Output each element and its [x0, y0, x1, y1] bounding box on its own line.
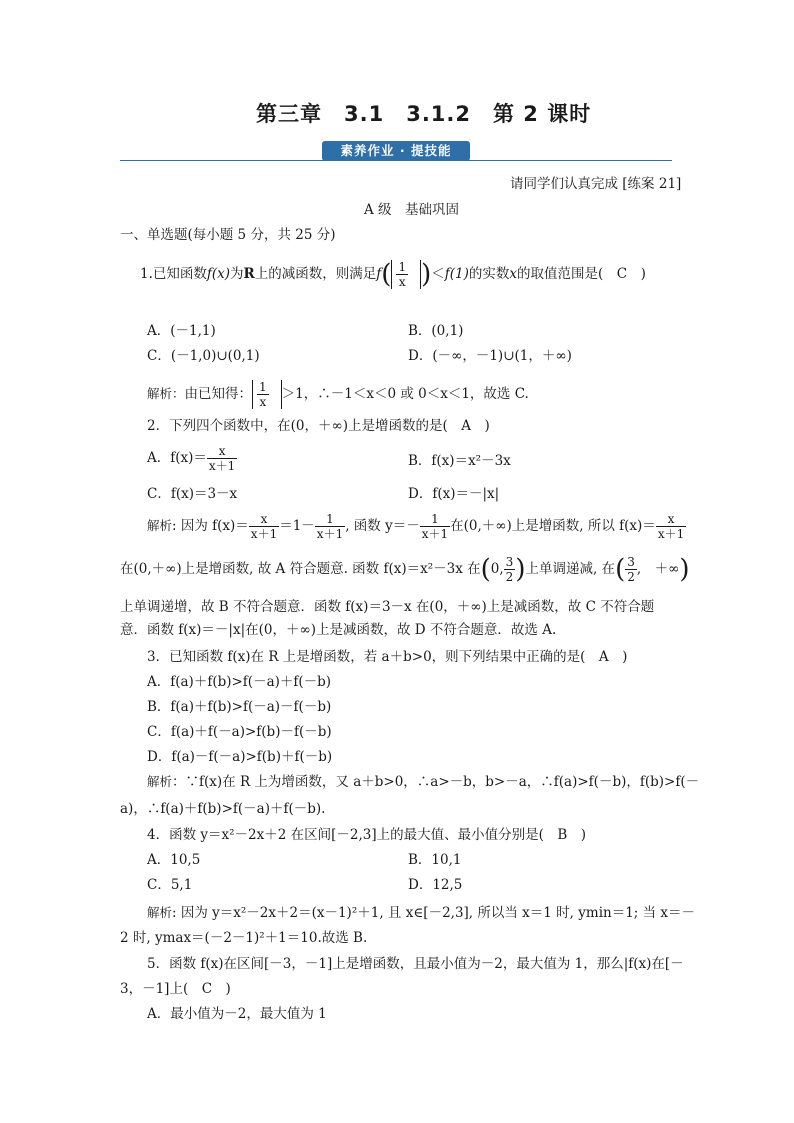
q3-option-c: C．f(a)＋f(－a)>f(b)－f(－b) [147, 724, 332, 740]
q4-solution-line-1: 解析: 因为 y＝x²－2x＋2＝(x－1)²＋1, 且 x∈[－2,3], 所以当 x＝1 时, ymin＝1; 当 x＝－ [147, 905, 696, 921]
question-4-stem: 4．函数 y＝x²－2x＋2 在区间[－2,3]上的最大值、最小值分别是( B ) [147, 827, 587, 843]
q2-option-d: D．f(x)＝－|x| [408, 486, 500, 502]
question-5-stem-line-1: 5．函数 f(x)在区间[－3，－1]上是增函数，且最小值为－2，最大值为 1，那么|f(x)在[－ [147, 956, 684, 972]
q2-option-c: C．f(x)＝3－x [147, 486, 238, 502]
q3-option-a: A．f(a)＋f(b)>f(－a)＋f(－b) [147, 674, 332, 690]
q4-option-b: B．10,1 [408, 852, 462, 868]
q3-option-d: D．f(a)－f(－a)>f(b)＋f(－b) [147, 749, 333, 765]
q2-option-a: A．f(x)＝ $\frac{x}{x+1}$ [147, 444, 236, 473]
section-heading: 一、单选题(每小题 5 分，共 25 分) [120, 227, 336, 243]
question-5-stem-line-2: 3，－1]上( C ) [120, 981, 231, 997]
page-title: 第三章 3.1 3.1.2 第 2 课时 [256, 102, 592, 126]
q4-option-d: D．12,5 [408, 877, 463, 893]
exercise-note: 请同学们认真完成 [练案 21] [510, 176, 682, 192]
question-1-stem: 1.已知函数f(x)为R上的减函数，则满足f( $\frac{1}{x}$ )＜f(1)的实数x的取值范围是( C ) [140, 259, 646, 290]
q3-solution-line-1: 解析：∵f(x)在 R 上为增函数，又 a＋b>0，∴a>－b，b>－a，∴f(a)>f(－b)，f(b)>f(－ [147, 774, 700, 790]
q1-solution: 解析：由已知得： $\frac{1}{x}$ ＞1，∴－1＜x＜0 或 0＜x＜1，故选 C. [147, 380, 529, 409]
question-3-stem: 3．已知函数 f(x)在 R 上是增函数，若 a＋b>0，则下列结果中正确的是( A ) [147, 649, 628, 665]
q2-option-b: B．f(x)＝x²－3x [408, 453, 511, 469]
q2-solution-line-2: 在(0,＋∞)上是增函数, 故 A 符合题意. 函数 f(x)＝x²－3x 在(0, $\frac{3}{2}$ )上单调递减, 在( $\frac{3}{2}$ , ＋∞) [120, 554, 690, 585]
q3-option-b: B．f(a)＋f(b)>f(－a)－f(－b) [147, 699, 332, 715]
q5-option-a: A．最小值为－2，最大值为 1 [147, 1006, 327, 1022]
q3-solution-line-2: a)，∴f(a)＋f(b)>f(－a)＋f(－b). [120, 801, 326, 817]
q1-option-c: C．(－1,0)∪(0,1) [147, 348, 260, 364]
question-2-stem: 2．下列四个函数中，在(0，＋∞)上是增函数的是( A ) [147, 418, 490, 434]
q4-option-c: C．5,1 [147, 877, 193, 893]
q4-solution-line-2: 2 时, ymax＝(－2－1)²＋1＝10.故选 B. [120, 930, 368, 946]
q1-option-a: A．(－1,1) [147, 323, 216, 339]
q1-option-b: B．(0,1) [408, 323, 464, 339]
level-heading: A 级 基础巩固 [364, 202, 460, 218]
q2-solution-line-4: 意．函数 f(x)＝－|x|在(0，＋∞)上是减函数，故 D 不符合题意．故选 A. [120, 622, 557, 638]
q1-option-d: D．(－∞，－1)∪(1，＋∞) [408, 348, 572, 364]
q2-solution-line-3: 上单调递增，故 B 不符合题意．函数 f(x)＝3－x 在(0，＋∞)上是减函数，故 C 不符合题 [120, 599, 655, 615]
q4-option-a: A．10,5 [147, 852, 201, 868]
q2-solution-line-1: 解析: 因为 f(x)＝ $\frac{x}{x+1}$ ＝1－ $\frac{1}{x+1}$ , 函数 y＝－ $\frac{1}{x+1}$ 在(0,＋∞)上是增函数, 所以 f(x)＝ $\frac{x}{x+1}$ [147, 512, 685, 541]
section-banner: 素养作业 · 提技能 [322, 141, 470, 161]
